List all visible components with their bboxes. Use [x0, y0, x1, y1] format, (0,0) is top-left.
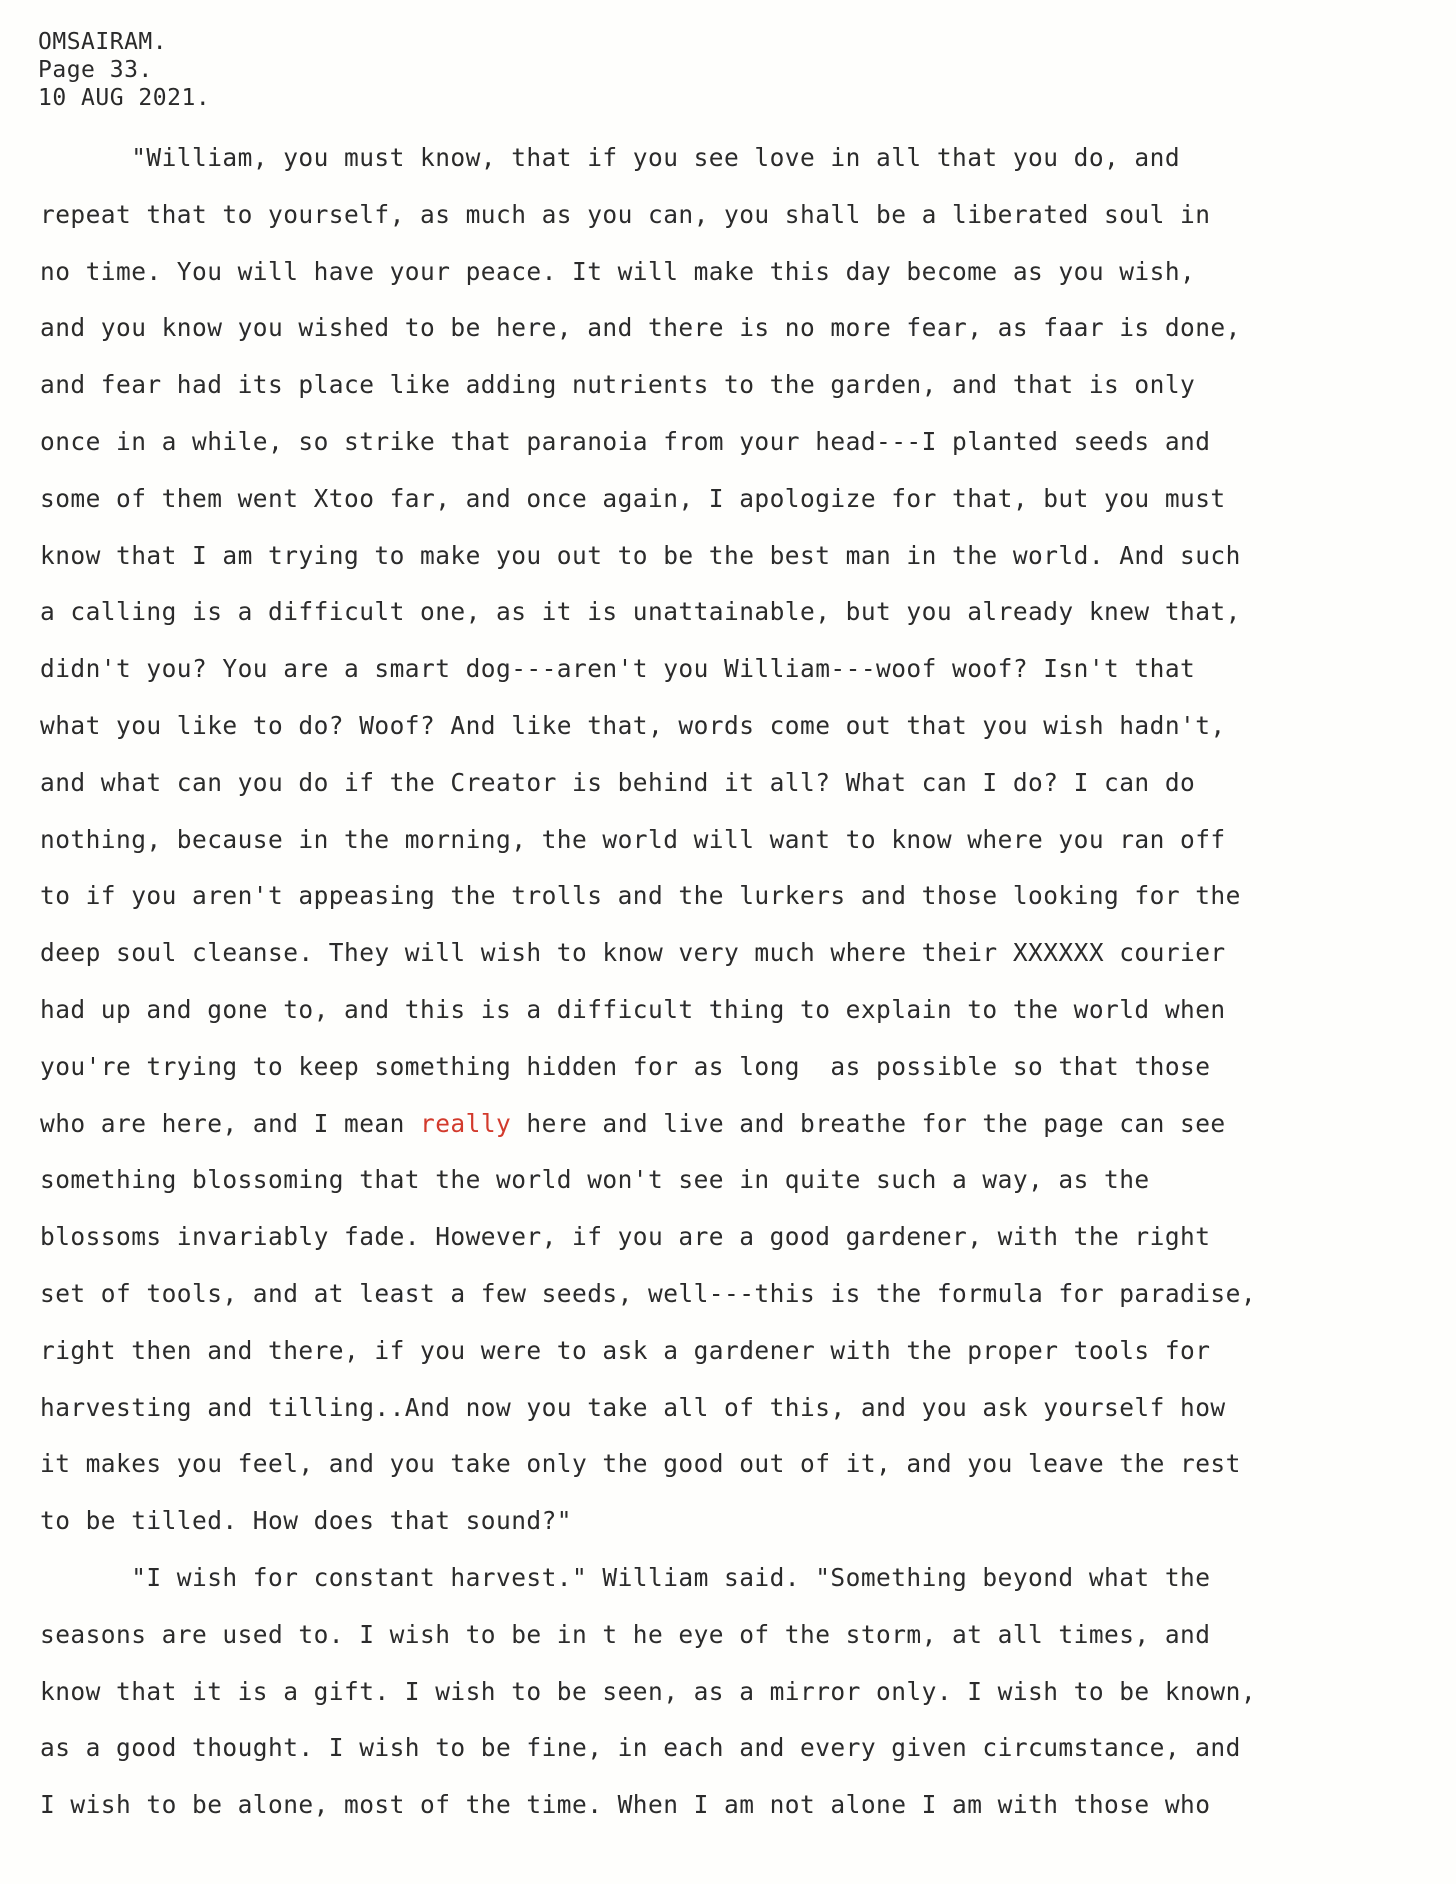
text-line: seasons are used to. I wish to be in t he eye of the storm, at all times, and — [40, 1619, 1211, 1649]
text-line: no time. You will have your peace. It will make this day become as you wish, — [40, 256, 1196, 286]
red-typed-word: really — [420, 1108, 512, 1138]
page-number: Page 33. — [38, 57, 153, 83]
body-text — [40, 140, 1440, 1844]
text-line: some of them went Xtoo far, and once again, I apologize for that, but you must — [40, 483, 1226, 513]
text-line: know that it is a gift. I wish to be seen, as a mirror only. I wish to be known, — [40, 1676, 1257, 1706]
text-line: blossoms invariably fade. However, if you are a good gardener, with the right — [40, 1222, 1211, 1252]
text-line: once in a while, so strike that paranoia from your head---I planted seeds and — [40, 426, 1211, 456]
text-line: set of tools, and at least a few seeds, well---this is the formula for paradise, — [40, 1278, 1257, 1308]
text-line: nothing, because in the morning, the world will want to know where you ran off — [40, 824, 1226, 854]
text-line: and what can you do if the Creator is behind it all? What can I do? I can do — [40, 767, 1196, 797]
text-segment: here and live and breathe for the page can see — [511, 1108, 1226, 1138]
text-line: it makes you feel, and you take only the good out of it, and you leave the rest — [40, 1449, 1241, 1479]
text-line: to be tilled. How does that sound?" — [40, 1506, 573, 1536]
text-line: you're trying to keep something hidden for as long as possible so that those — [40, 1051, 1211, 1081]
text-line: know that I am trying to make you out to be the best man in the world. And such — [40, 540, 1241, 570]
text-segment: who are here, and I mean — [40, 1108, 421, 1138]
text-line: "I wish for constant harvest." William said. "Something beyond what the — [40, 1562, 1211, 1592]
text-line: had up and gone to, and this is a difficult thing to explain to the world when — [40, 994, 1226, 1024]
text-line: right then and there, if you were to ask a gardener with the proper tools for — [40, 1335, 1211, 1365]
text-line: I wish to be alone, most of the time. When I am not alone I am with those who — [40, 1790, 1211, 1820]
text-line: and fear had its place like adding nutrients to the garden, and that is only — [40, 370, 1196, 400]
text-line: repeat that to yourself, as much as you can, you shall be a liberated soul in — [40, 199, 1211, 229]
text-line: "William, you must know, that if you see love in all that you do, and — [40, 143, 1181, 172]
text-line: something blossoming that the world won't see in quite such a way, as the — [40, 1165, 1150, 1195]
page-header — [38, 28, 210, 112]
text-line-with-red-word — [40, 1106, 1440, 1163]
text-line: and you know you wished to be here, and there is no more fear, as faar is done, — [40, 313, 1241, 343]
text-line: to if you aren't appeasing the trolls and the lurkers and those looking for the — [40, 881, 1241, 911]
text-line: didn't you? You are a smart dog---aren't you William---woof woof? Isn't that — [40, 654, 1196, 684]
header-title: OMSAIRAM. — [38, 29, 168, 55]
text-line: what you like to do? Woof? And like that, words come out that you wish hadn't, — [40, 710, 1226, 740]
text-line: a calling is a difficult one, as it is unattainable, but you already knew that, — [40, 597, 1241, 627]
text-line: as a good thought. I wish to be fine, in each and every given circumstance, and — [40, 1733, 1241, 1763]
text-line: harvesting and tilling..And now you take all of this, and you ask yourself how — [40, 1392, 1226, 1422]
text-line: deep soul cleanse. They will wish to know very much where their XXXXXX courier — [40, 938, 1226, 968]
page-date: 10 AUG 2021. — [38, 85, 211, 111]
